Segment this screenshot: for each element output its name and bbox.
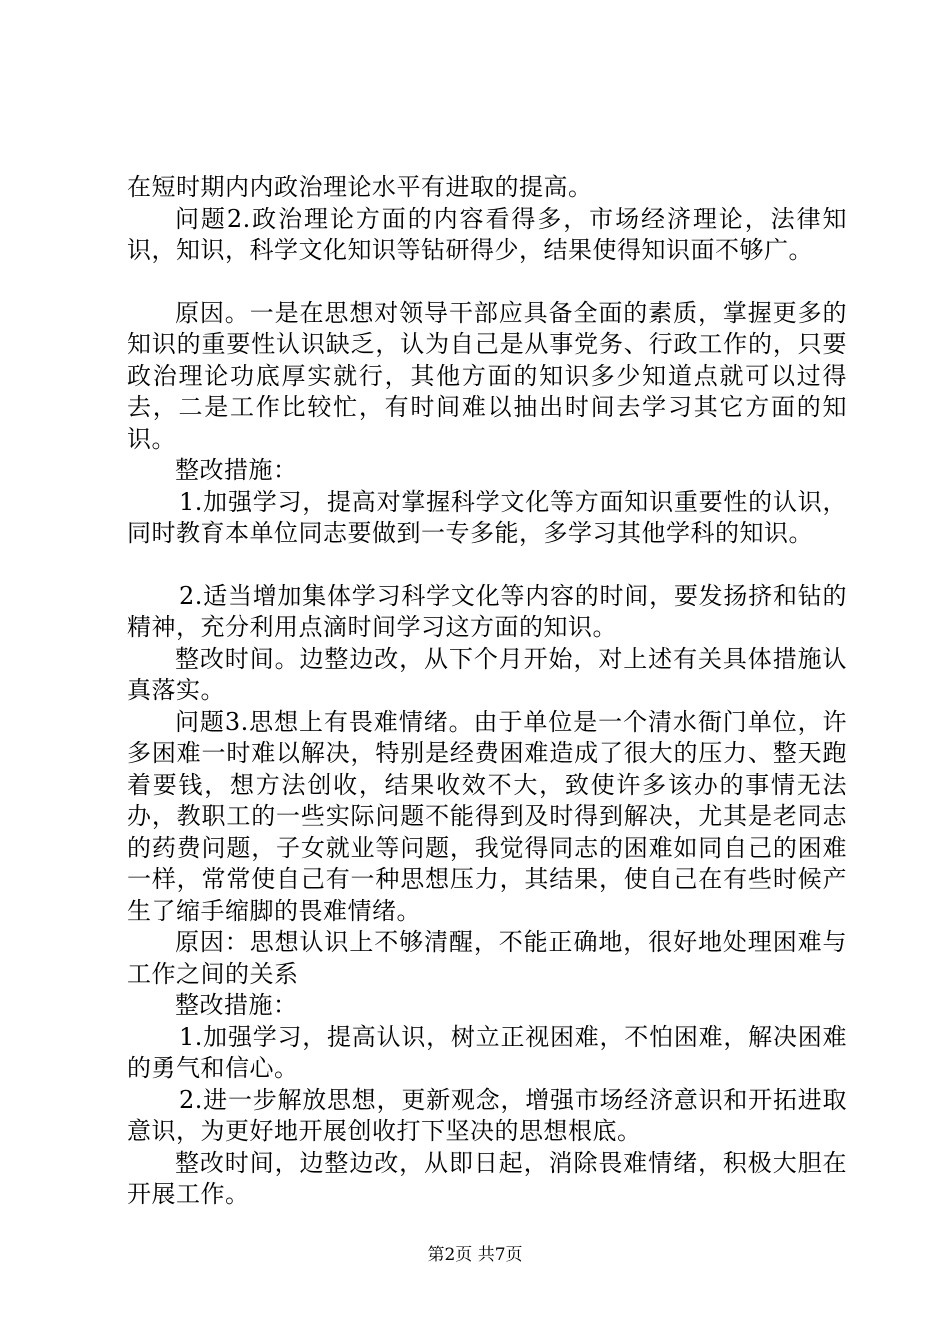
paragraph-measure-1-1: 1.加强学习，提高对掌握科学文化等方面知识重要性的认识，同时教育本单位同志要做到一专多能，多学习其他学科的知识。 bbox=[127, 487, 847, 547]
paragraph-timeline-2: 整改时间，边整边改，从即日起，消除畏难情绪，积极大胆在开展工作。 bbox=[127, 1148, 847, 1208]
paragraph-continuation: 在短时期内内政治理论水平有进取的提高。 bbox=[127, 173, 593, 201]
paragraph-measure-2-1: 1.加强学习，提高认识，树立正视困难，不怕困难，解决困难的勇气和信心。 bbox=[127, 1022, 847, 1082]
paragraph-timeline-1: 整改时间。边整边改，从下个月开始，对上述有关具体措施认真落实。 bbox=[127, 644, 847, 704]
document-body bbox=[127, 172, 847, 1211]
paragraph-problem-3: 问题3.思想上有畏难情绪。由于单位是一个清水衙门单位，许多困难一时难以解决，特别是经费困难造成了很大的压力、整天跑着要钱，想方法创收，结果收效不大，致使许多该办的事情无法办，教职工的一些实际问题不能得到及时得到解决，尤其是老同志的药费问题，子女就业等问题，我觉得同志的困难如同自己的困难一样，常常使自己有一种思想压力，其结果，使自己在有些时候产生了缩手缩脚的畏难情绪。 bbox=[127, 707, 847, 925]
heading-measures-1: 整改措施： bbox=[175, 456, 298, 484]
heading-measures-2: 整改措施： bbox=[175, 991, 298, 1019]
paragraph-reason-1: 原因。一是在思想对领导干部应具备全面的素质，掌握更多的知识的重要性认识缺乏，认为自己是从事党务、行政工作的，只要政治理论功底厚实就行，其他方面的知识多少知道点就可以过得去，二是工作比较忙，有时间难以抽出时间去学习其它方面的知识。 bbox=[127, 298, 847, 453]
page-footer bbox=[0, 1245, 950, 1265]
paragraph-measure-2-2: 2.进一步解放思想，更新观念，增强市场经济意识和开拓进取意识，为更好地开展创收打下坚决的思想根底。 bbox=[127, 1085, 847, 1145]
paragraph-measure-1-2: 2.适当增加集体学习科学文化等内容的时间，要发扬挤和钻的精神，充分利用点滴时间学习这方面的知识。 bbox=[127, 581, 847, 641]
paragraph-reason-2: 原因：思想认识上不够清醒，不能正确地，很好地处理困难与工作之间的关系 bbox=[127, 928, 847, 988]
page-number-label: 第2页 共7页 bbox=[427, 1245, 523, 1265]
paragraph-problem-2: 问题2.政治理论方面的内容看得多，市场经济理论，法律知识，知识，科学文化知识等钻研得少，结果使得知识面不够广。 bbox=[127, 204, 847, 264]
